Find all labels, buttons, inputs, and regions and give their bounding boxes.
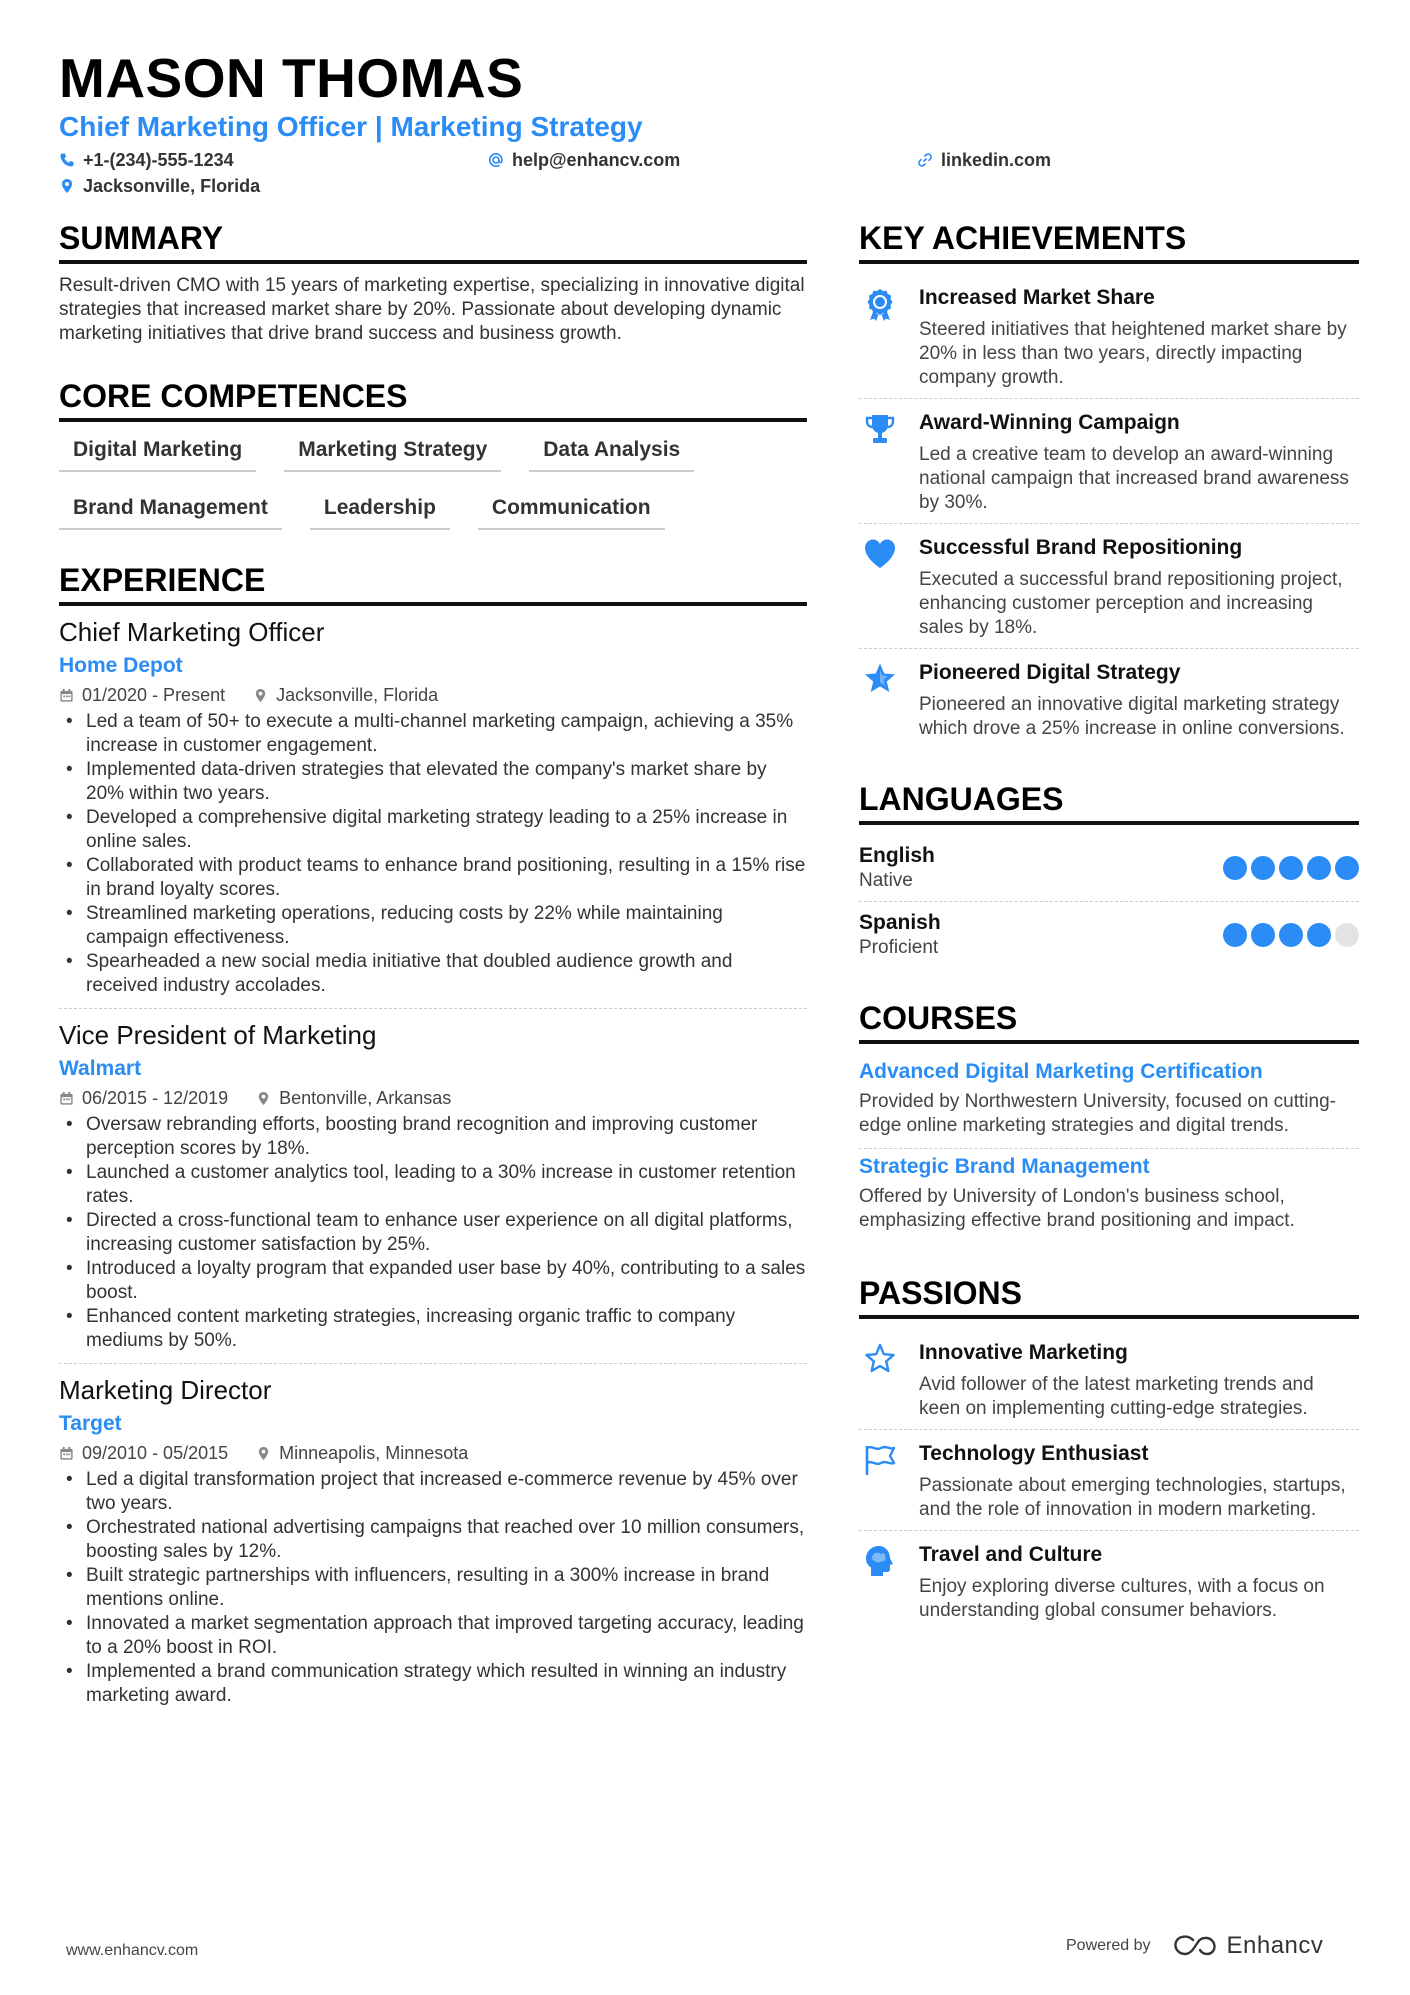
achievement-title: Successful Brand Repositioning (919, 536, 1243, 559)
job-bullet: • Launched a customer analytics tool, leading to a 30% increase in customer retention rates. (59, 1161, 807, 1209)
competences-heading: CORE COMPETENCES (59, 376, 807, 422)
job-bullet: • Led a team of 50+ to execute a multi-channel marketing campaign, achieving a 35% increase in customer engagement. (59, 710, 807, 758)
job-bullet: • Collaborated with product teams to enhance brand positioning, resulting in a 15% rise in brand loyalty scores. (59, 854, 807, 902)
passion-desc: Enjoy exploring diverse cultures, with a focus on understanding global consumer behaviors. (919, 1576, 1325, 1621)
job-location-text: Minneapolis, Minnesota (279, 1443, 469, 1463)
job-bullets (59, 710, 807, 998)
company-name: Home Depot (59, 654, 183, 677)
achievement-title: Award-Winning Campaign (919, 411, 1180, 434)
job-entry (59, 616, 807, 1009)
phone-text: +1-(234)-555-1234 (83, 150, 234, 170)
passion-item (859, 1329, 1359, 1430)
achievement-desc: Pioneered an innovative digital marketing strategy which drove a 25% increase in online conversions. (919, 694, 1345, 739)
achievement-title: Pioneered Digital Strategy (919, 661, 1181, 684)
job-bullet: • Built strategic partnerships with influencers, resulting in a 300% increase in brand mentions online. (59, 1564, 807, 1612)
language-level: Proficient (859, 937, 939, 958)
course-item (859, 1149, 1359, 1243)
passions-heading: PASSIONS (859, 1273, 1359, 1319)
rating-dot-filled (1279, 856, 1303, 880)
job-meta (59, 684, 807, 706)
competence-tag: Marketing Strategy (284, 432, 501, 472)
enhancv-logo[interactable] (1173, 1932, 1324, 1960)
phone-icon (59, 152, 75, 168)
language-name: Spanish (859, 911, 941, 934)
job-title: Vice President of Marketing (59, 1020, 377, 1050)
job-bullet: • Developed a comprehensive digital marketing strategy leading to a 25% increase in online sales. (59, 806, 807, 854)
job-bullets (59, 1468, 807, 1708)
experience-heading: EXPERIENCE (59, 560, 807, 606)
job-bullet: • Oversaw rebranding efforts, boosting brand recognition and improving customer perception scores by 18%. (59, 1113, 807, 1161)
languages-heading: LANGUAGES (859, 779, 1359, 825)
passion-item (859, 1531, 1359, 1631)
job-bullet: • Implemented data-driven strategies that elevated the company's market share by 20% within two years. (59, 758, 807, 806)
job-dates-text: 01/2020 - Present (82, 685, 226, 705)
head-profile-icon (862, 1543, 898, 1579)
job-dates (59, 1442, 228, 1464)
footer-brand (1066, 1932, 1323, 1960)
competence-tag: Leadership (310, 490, 450, 530)
left-column (59, 218, 807, 1728)
location-pin-icon (59, 178, 75, 194)
linkedin-text: linkedin.com (941, 150, 1052, 170)
job-bullet: • Orchestrated national advertising campaigns that reached over 10 million consumers, boosting sales by 12%. (59, 1516, 807, 1564)
contact-email[interactable] (488, 149, 680, 171)
job-location (253, 684, 438, 706)
job-dates-text: 06/2015 - 12/2019 (82, 1088, 229, 1108)
location-pin-icon (256, 1091, 271, 1106)
achievement-desc: Steered initiatives that heightened market share by 20% in less than two years, directly impacting company growth. (919, 319, 1347, 388)
job-meta (59, 1442, 807, 1464)
rating-dot-filled (1223, 923, 1247, 947)
job-title: Marketing Director (59, 1375, 272, 1405)
job-location (256, 1087, 451, 1109)
contact-phone (59, 149, 234, 171)
language-item (859, 902, 1359, 968)
experience-section (59, 560, 807, 1718)
rating-dot-filled (1307, 923, 1331, 947)
enhancv-logo-icon (1173, 1934, 1219, 1958)
course-title: Strategic Brand Management (859, 1155, 1150, 1178)
job-dates (59, 1087, 228, 1109)
right-column (859, 218, 1359, 1631)
rating-dot-filled (1223, 856, 1247, 880)
competences-section (59, 376, 807, 530)
link-icon (917, 152, 933, 168)
job-location (256, 1442, 468, 1464)
candidate-name: MASON THOMAS (59, 47, 524, 109)
company-name: Target (59, 1412, 122, 1435)
rating-dot-filled (1251, 856, 1275, 880)
competence-tag: Communication (478, 490, 665, 530)
passion-item (859, 1430, 1359, 1531)
achievement-desc: Led a creative team to develop an award-winning national campaign that increased brand awareness by 30%. (919, 444, 1349, 513)
job-location-text: Jacksonville, Florida (276, 685, 439, 705)
star-icon (862, 661, 898, 697)
job-bullet: • Directed a cross-functional team to enhance user experience on all digital platforms, increasing customer satisfaction by 25%. (59, 1209, 807, 1257)
contact-location (59, 175, 260, 197)
achievements-section (859, 218, 1359, 749)
heart-icon (862, 536, 898, 572)
language-item (859, 835, 1359, 902)
achievement-title: Increased Market Share (919, 286, 1155, 309)
location-pin-icon (253, 688, 268, 703)
job-entry (59, 1019, 807, 1364)
job-entry (59, 1374, 807, 1718)
job-title: Chief Marketing Officer (59, 617, 325, 647)
passion-title: Innovative Marketing (919, 1341, 1128, 1364)
job-bullet: • Enhanced content marketing strategies, increasing organic traffic to company mediums by 50%. (59, 1305, 807, 1353)
language-rating (1223, 923, 1359, 947)
powered-by-text: Powered by (1066, 1937, 1151, 1954)
course-desc: Provided by Northwestern University, focused on cutting-edge online marketing strategies and digital trends. (859, 1091, 1336, 1136)
job-bullets (59, 1113, 807, 1353)
course-item (859, 1054, 1359, 1149)
passions-section (859, 1273, 1359, 1631)
passion-desc: Avid follower of the latest marketing trends and keen on implementing cutting-edge strategies. (919, 1374, 1314, 1419)
calendar-icon (59, 688, 74, 703)
achievement-item (859, 274, 1359, 399)
achievement-desc: Executed a successful brand repositioning project, enhancing customer perception and increasing sales by 18%. (919, 569, 1343, 638)
job-bullet: • Introduced a loyalty program that expanded user base by 40%, contributing to a sales boost. (59, 1257, 807, 1305)
achievements-heading: KEY ACHIEVEMENTS (859, 218, 1359, 264)
passion-title: Travel and Culture (919, 1543, 1103, 1566)
achievement-item (859, 399, 1359, 524)
ribbon-award-icon (862, 286, 898, 322)
summary-section (59, 218, 807, 346)
job-location-text: Bentonville, Arkansas (279, 1088, 452, 1108)
passion-desc: Passionate about emerging technologies, startups, and the role of innovation in modern marketing. (919, 1475, 1346, 1520)
language-level: Native (859, 870, 913, 891)
competence-tag: Brand Management (59, 490, 282, 530)
courses-section (859, 998, 1359, 1243)
achievement-item (859, 524, 1359, 649)
job-bullet: • Innovated a market segmentation approach that improved targeting accuracy, leading to a 20% boost in ROI. (59, 1612, 807, 1660)
job-bullet: • Led a digital transformation project that increased e-commerce revenue by 45% over two years. (59, 1468, 807, 1516)
candidate-title: Chief Marketing Officer | Marketing Strategy (59, 111, 643, 142)
rating-dot-empty (1335, 923, 1359, 947)
language-name: English (859, 844, 935, 867)
at-icon (488, 152, 504, 168)
rating-dot-filled (1279, 923, 1303, 947)
languages-section (859, 779, 1359, 968)
company-name: Walmart (59, 1057, 142, 1080)
competence-tags (59, 432, 807, 530)
location-pin-icon (256, 1446, 271, 1461)
job-bullet: • Streamlined marketing operations, reducing costs by 22% while maintaining campaign effectiveness. (59, 902, 807, 950)
courses-heading: COURSES (859, 998, 1359, 1044)
job-meta (59, 1087, 807, 1109)
calendar-icon (59, 1446, 74, 1461)
enhancv-logo-text: Enhancv (1226, 1932, 1324, 1959)
course-desc: Offered by University of London's business school, emphasizing effective brand positioning and impact. (859, 1186, 1295, 1231)
summary-heading: SUMMARY (59, 218, 807, 264)
competence-tag: Data Analysis (529, 432, 694, 472)
rating-dot-filled (1251, 923, 1275, 947)
job-bullet: • Implemented a brand communication strategy which resulted in winning an industry marketing award. (59, 1660, 807, 1708)
competence-tag: Digital Marketing (59, 432, 256, 472)
job-dates-text: 09/2010 - 05/2015 (82, 1443, 229, 1463)
language-rating (1223, 856, 1359, 880)
passion-title: Technology Enthusiast (919, 1442, 1149, 1465)
rating-dot-filled (1307, 856, 1331, 880)
job-bullet: • Spearheaded a new social media initiative that doubled audience growth and received industry accolades. (59, 950, 807, 998)
contact-linkedin[interactable] (917, 149, 1051, 171)
job-dates (59, 684, 225, 706)
flag-icon (862, 1442, 898, 1478)
footer-website[interactable]: www.enhancv.com (66, 1942, 199, 1959)
achievement-item (859, 649, 1359, 749)
course-title: Advanced Digital Marketing Certification (859, 1060, 1263, 1083)
trophy-icon (862, 411, 898, 447)
summary-text: Result-driven CMO with 15 years of marketing expertise, specializing in innovative digital strategies that increased market share by 20%. Passionate about developing dynamic marketing initiatives that drive brand success and business growth. (59, 275, 805, 344)
location-text: Jacksonville, Florida (83, 176, 261, 196)
star-outline-icon (862, 1341, 898, 1377)
rating-dot-filled (1335, 856, 1359, 880)
email-text: help@enhancv.com (512, 150, 681, 170)
calendar-icon (59, 1091, 74, 1106)
